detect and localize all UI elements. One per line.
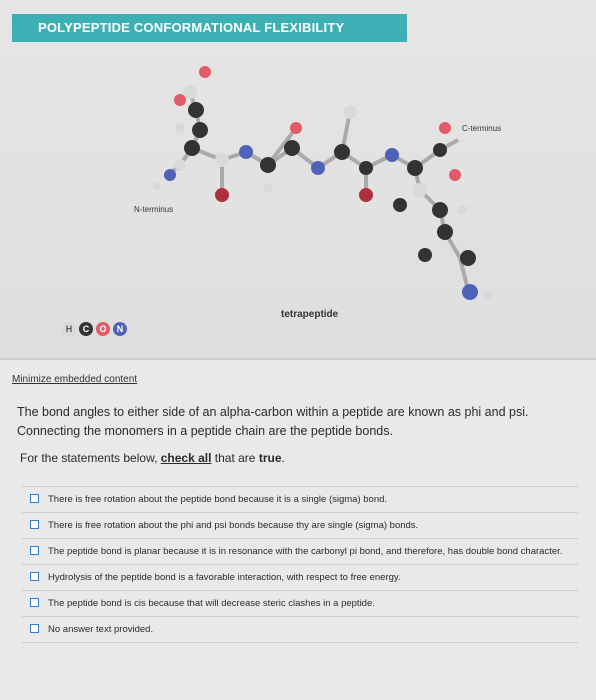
answer-options [22, 486, 578, 643]
checkbox[interactable] [30, 546, 39, 555]
instruction-middle: that are [211, 451, 259, 465]
legend-hydrogen: H [62, 322, 76, 336]
divider [0, 358, 596, 360]
checkbox[interactable] [30, 624, 39, 633]
viewer-title: POLYPEPTIDE CONFORMATIONAL FLEXIBILITY [12, 14, 407, 42]
c-terminus-label: C-terminus [462, 124, 502, 133]
legend-oxygen: O [96, 322, 110, 336]
molecule-caption: tetrapeptide [281, 309, 339, 320]
legend-nitrogen: N [113, 322, 127, 336]
checkbox[interactable] [30, 572, 39, 581]
minimize-embedded-link[interactable]: Minimize embedded content [12, 374, 138, 385]
instruction-emph: check all [160, 451, 212, 465]
answer-option-3[interactable] [22, 538, 578, 564]
question-text: The bond angles to either side of an alpha-carbon within a peptide are known as phi and psi. Connecting the monomers in a peptide chain are the peptide bonds. [17, 405, 529, 438]
answer-option-2[interactable] [22, 512, 578, 538]
checkbox[interactable] [30, 494, 39, 503]
option-label: No answer text provided. [48, 624, 154, 635]
checkbox[interactable] [30, 520, 39, 529]
answer-option-5[interactable] [22, 590, 578, 616]
answer-option-1[interactable] [22, 486, 578, 512]
option-label: There is free rotation about the phi and psi bonds because thy are single (sigma) bonds. [48, 520, 419, 531]
answer-option-4[interactable] [22, 564, 578, 590]
atom-legend [62, 322, 127, 336]
instruction-bold: true [258, 451, 282, 465]
option-label: The peptide bond is cis because that will decrease steric clashes in a peptide. [48, 598, 375, 609]
option-label: The peptide bond is planar because it is in resonance with the carbonyl pi bond, and therefore, has double bond character. [48, 546, 563, 557]
option-label: Hydrolysis of the peptide bond is a favorable interaction, with respect to free energy. [48, 572, 401, 583]
legend-carbon: C [79, 322, 93, 336]
instruction-text [20, 451, 285, 465]
answer-option-6[interactable] [22, 616, 578, 643]
instruction-prefix: For the statements below, [20, 451, 161, 465]
checkbox[interactable] [30, 598, 39, 607]
option-label: There is free rotation about the peptide bond because it is a single (sigma) bond. [48, 494, 388, 505]
n-terminus-label: N-terminus [134, 205, 174, 214]
instruction-suffix: . [281, 451, 285, 465]
